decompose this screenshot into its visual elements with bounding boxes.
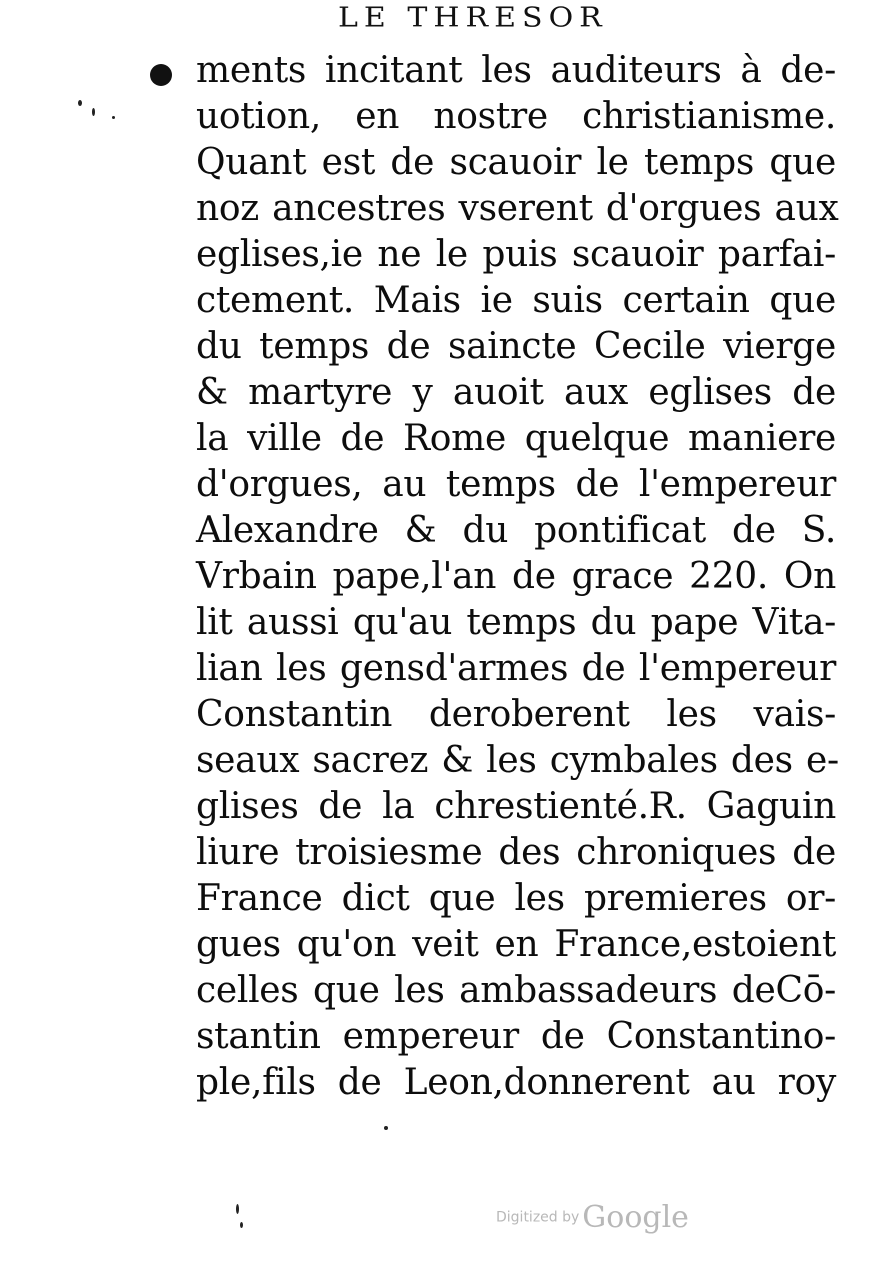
text-line: France dict que les premieres or-	[196, 878, 836, 919]
text-line: Quant est de scauoir le temps que	[196, 142, 836, 183]
text-line: la ville de Rome quelque maniere	[196, 418, 836, 459]
text-line: Vrbain pape,l'an de grace 220. On	[196, 556, 836, 597]
digitization-watermark	[496, 1200, 696, 1240]
watermark-prefix: Digitized by	[496, 1209, 580, 1226]
text-line: celles que les ambassadeurs deCō-	[196, 970, 836, 1011]
text-line: seaux sacrez & les cymbales des e-	[196, 740, 839, 781]
running-head: LE THRESOR	[338, 2, 608, 34]
text-line: gues qu'on veit en France,estoient	[196, 924, 836, 965]
text-line: uotion, en nostre christianisme.	[196, 96, 836, 137]
text-line: liure troisiesme des chroniques de	[196, 832, 836, 873]
text-line: ments incitant les auditeurs à de-	[196, 50, 836, 91]
text-line: ple,fils de Leon,donnerent au roy	[196, 1062, 836, 1103]
margin-speck	[112, 116, 115, 119]
margin-speck	[92, 108, 95, 116]
margin-speck	[240, 1222, 243, 1228]
margin-speck	[236, 1204, 239, 1214]
text-line: stantin empereur de Constantino-	[196, 1016, 836, 1057]
text-line: lit aussi qu'au temps du pape Vita-	[196, 602, 836, 643]
text-line: & martyre y auoit aux eglises de	[196, 372, 836, 413]
margin-speck	[78, 100, 82, 106]
text-line: Constantin deroberent les vais-	[196, 694, 836, 735]
text-line: glises de la chrestienté.R. Gaguin	[196, 786, 836, 827]
text-line: d'orgues, au temps de l'empereur	[196, 464, 836, 505]
text-line: Alexandre & du pontificat de S.	[196, 510, 836, 551]
ink-dot-mark	[150, 64, 172, 86]
text-line: lian les gensd'armes de l'empereur	[196, 648, 836, 689]
text-line: du temps de saincte Cecile vierge	[196, 326, 836, 367]
margin-speck	[384, 1126, 388, 1130]
watermark-brand: Google	[582, 1200, 689, 1235]
text-line: ctement. Mais ie suis certain que	[196, 280, 836, 321]
text-line: noz ancestres vserent d'orgues aux	[196, 188, 839, 229]
text-line: eglises,ie ne le puis scauoir parfai-	[196, 234, 836, 275]
